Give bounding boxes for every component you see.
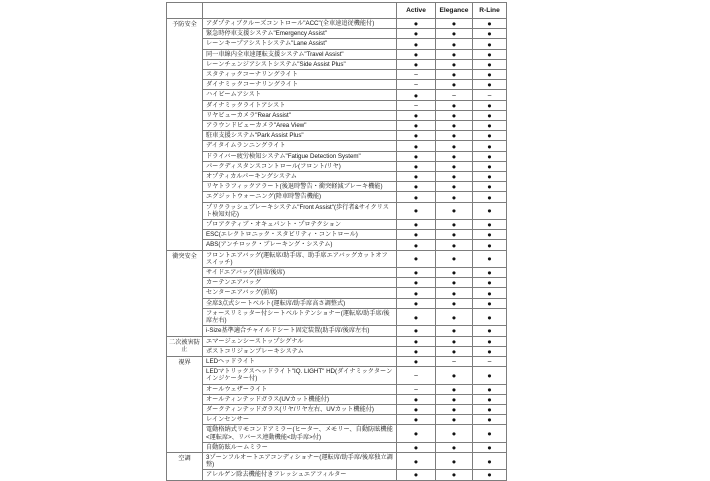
feature-name: エグジットウォーニング(降車時警告機能) xyxy=(203,192,397,202)
header-row xyxy=(167,3,507,19)
availability-cell: ● xyxy=(436,100,473,110)
feature-name: パークディスタンスコントロール(フロント/リヤ) xyxy=(203,161,397,171)
availability-cell: ● xyxy=(397,131,436,141)
availability-cell: ● xyxy=(436,59,473,69)
table-row xyxy=(167,336,507,346)
availability-cell: ● xyxy=(397,110,436,120)
feature-name: エマージェンシーストップシグナル xyxy=(203,336,397,346)
availability-cell: − xyxy=(397,70,436,80)
availability-cell: ● xyxy=(473,202,507,219)
availability-cell: ● xyxy=(473,288,507,298)
feature-name: オプティカルパーキングシステム xyxy=(203,172,397,182)
availability-cell: ● xyxy=(473,308,507,325)
category-header-cell xyxy=(167,3,203,19)
availability-cell: ● xyxy=(436,425,473,442)
availability-cell: ● xyxy=(397,336,436,346)
availability-cell: ● xyxy=(473,415,507,425)
availability-cell: − xyxy=(436,356,473,366)
availability-cell: ● xyxy=(436,220,473,230)
table-row xyxy=(167,356,507,366)
table-row xyxy=(167,182,507,192)
availability-cell: ● xyxy=(436,268,473,278)
table-row xyxy=(167,110,507,120)
availability-cell: ● xyxy=(436,151,473,161)
availability-cell: ● xyxy=(436,49,473,59)
spec-table-body xyxy=(167,19,507,481)
feature-name: アダプティブクルーズコントロール"ACC"(全車速追従機能付) xyxy=(203,19,397,29)
availability-cell: ● xyxy=(397,230,436,240)
availability-cell: − xyxy=(473,90,507,100)
availability-cell: ● xyxy=(473,452,507,469)
availability-cell: ● xyxy=(397,404,436,414)
feature-name: リヤトラフィックアラート(後退時警告・衝突軽減ブレーキ機能) xyxy=(203,182,397,192)
feature-name: デイタイムランニングライト xyxy=(203,141,397,151)
feature-name: 電動格納式リモコンドアミラー(ヒーター、メモリー、自動防眩機能<運転席>、リバース連動機能<助手席>付) xyxy=(203,425,397,442)
table-row xyxy=(167,298,507,308)
availability-cell: ● xyxy=(436,442,473,452)
availability-cell: ● xyxy=(397,172,436,182)
availability-cell: ● xyxy=(436,240,473,250)
availability-cell: ● xyxy=(473,425,507,442)
feature-name: ESC(エレクトロニック・スタビリティ・コントロール) xyxy=(203,230,397,240)
feature-name: フォースリミッター付シートベルトテンショナー(運転席/助手席/後席左右) xyxy=(203,308,397,325)
table-row xyxy=(167,404,507,414)
availability-cell: ● xyxy=(473,29,507,39)
availability-cell: ● xyxy=(397,278,436,288)
availability-cell: − xyxy=(397,384,436,394)
feature-name: ポストコリジョンブレーキシステム xyxy=(203,346,397,356)
table-row xyxy=(167,367,507,384)
feature-name: ダイナミックライトアシスト xyxy=(203,100,397,110)
category-cell: 衝突安全 xyxy=(167,250,203,336)
availability-cell: ● xyxy=(473,182,507,192)
availability-cell: ● xyxy=(436,141,473,151)
feature-name: カーテンエアバッグ xyxy=(203,278,397,288)
availability-cell: ● xyxy=(473,230,507,240)
category-cell: 二次被害防止 xyxy=(167,336,203,356)
availability-cell: ● xyxy=(397,202,436,219)
availability-cell: ● xyxy=(473,470,507,480)
availability-cell: ● xyxy=(436,298,473,308)
availability-cell: ● xyxy=(473,298,507,308)
availability-cell: ● xyxy=(397,356,436,366)
availability-cell: ● xyxy=(473,59,507,69)
availability-cell: ● xyxy=(473,141,507,151)
table-row xyxy=(167,161,507,171)
table-row xyxy=(167,384,507,394)
availability-cell: ● xyxy=(397,288,436,298)
availability-cell: ● xyxy=(397,442,436,452)
availability-cell: ● xyxy=(473,336,507,346)
availability-cell: ● xyxy=(397,49,436,59)
availability-cell: ● xyxy=(473,404,507,414)
availability-cell: ● xyxy=(436,367,473,384)
availability-cell: ● xyxy=(436,415,473,425)
availability-cell: ● xyxy=(473,19,507,29)
column-header-active: Active xyxy=(397,3,436,19)
availability-cell: ● xyxy=(436,121,473,131)
availability-cell: − xyxy=(397,367,436,384)
availability-cell: ● xyxy=(473,172,507,182)
table-row xyxy=(167,80,507,90)
table-row xyxy=(167,172,507,182)
column-header-elegance: Elegance xyxy=(436,3,473,19)
feature-name: LEDマトリックスヘッドライト"IQ. LIGHT" HD(ダイナミックターンインジケーター付) xyxy=(203,367,397,384)
feature-name: サイドエアバッグ(前席/後席) xyxy=(203,268,397,278)
availability-cell: − xyxy=(397,80,436,90)
availability-cell: ● xyxy=(397,151,436,161)
availability-cell: ● xyxy=(436,404,473,414)
feature-name: センターエアバッグ(前席) xyxy=(203,288,397,298)
availability-cell: ● xyxy=(436,278,473,288)
availability-cell: ● xyxy=(436,161,473,171)
availability-cell: ● xyxy=(473,151,507,161)
table-header xyxy=(167,3,507,19)
feature-name: 自動防眩ルームミラー xyxy=(203,442,397,452)
availability-cell: − xyxy=(397,100,436,110)
table-row xyxy=(167,288,507,298)
availability-cell: ● xyxy=(436,346,473,356)
table-row xyxy=(167,141,507,151)
availability-cell: ● xyxy=(436,172,473,182)
availability-cell: ● xyxy=(397,161,436,171)
column-header-r-line: R-Line xyxy=(473,3,507,19)
availability-cell: ● xyxy=(397,39,436,49)
category-cell: 空調 xyxy=(167,452,203,480)
availability-cell: ● xyxy=(473,110,507,120)
table-row xyxy=(167,131,507,141)
availability-cell: ● xyxy=(473,161,507,171)
availability-cell: ● xyxy=(473,80,507,90)
feature-name: ハイビームアシスト xyxy=(203,90,397,100)
availability-cell: ● xyxy=(473,100,507,110)
availability-cell: ● xyxy=(397,29,436,39)
feature-name: 同一車線内全車速運転支援システム"Travel Assist" xyxy=(203,49,397,59)
table-row xyxy=(167,151,507,161)
availability-cell: ● xyxy=(436,70,473,80)
availability-cell: ● xyxy=(473,278,507,288)
table-row xyxy=(167,70,507,80)
feature-name: アラウンドビューカメラ"Area View" xyxy=(203,121,397,131)
availability-cell: − xyxy=(473,356,507,366)
feature-name: オールウェザーライト xyxy=(203,384,397,394)
availability-cell: ● xyxy=(397,59,436,69)
table-row xyxy=(167,394,507,404)
table-row xyxy=(167,415,507,425)
table-row xyxy=(167,470,507,480)
availability-cell: ● xyxy=(436,202,473,219)
feature-name: レーンキープアシストシステム"Lane Assist" xyxy=(203,39,397,49)
table-row xyxy=(167,29,507,39)
availability-cell: ● xyxy=(436,131,473,141)
availability-cell: ● xyxy=(397,90,436,100)
availability-cell: ● xyxy=(473,367,507,384)
availability-cell: ● xyxy=(473,326,507,336)
table-row xyxy=(167,308,507,325)
feature-name: アレルゲン除去機能付きフレッシュエアフィルター xyxy=(203,470,397,480)
table-row xyxy=(167,59,507,69)
availability-cell: ● xyxy=(473,220,507,230)
availability-cell: ● xyxy=(397,240,436,250)
feature-name: ABS(アンチロック・ブレーキング・システム) xyxy=(203,240,397,250)
table-row xyxy=(167,452,507,469)
availability-cell: ● xyxy=(436,110,473,120)
availability-cell: ● xyxy=(436,394,473,404)
availability-cell: ● xyxy=(473,121,507,131)
feature-name: プリクラッシュブレーキシステム"Front Assist"(歩行者&サイクリスト検知対応) xyxy=(203,202,397,219)
availability-cell: ● xyxy=(473,268,507,278)
feature-name: オールティンテッドガラス(UVカット機能付) xyxy=(203,394,397,404)
table-row xyxy=(167,90,507,100)
availability-cell: ● xyxy=(397,121,436,131)
availability-cell: ● xyxy=(436,192,473,202)
availability-cell: ● xyxy=(436,384,473,394)
availability-cell: ● xyxy=(473,346,507,356)
availability-cell: ● xyxy=(473,131,507,141)
feature-name: ダイナミックコーナリングライト xyxy=(203,80,397,90)
availability-cell: ● xyxy=(436,250,473,267)
availability-cell: ● xyxy=(436,336,473,346)
table-row xyxy=(167,278,507,288)
availability-cell: ● xyxy=(436,182,473,192)
table-row xyxy=(167,346,507,356)
availability-cell: ● xyxy=(436,230,473,240)
availability-cell: ● xyxy=(473,49,507,59)
table-row xyxy=(167,19,507,29)
category-cell: 予防安全 xyxy=(167,19,203,251)
availability-cell: ● xyxy=(473,39,507,49)
availability-cell: ● xyxy=(397,470,436,480)
availability-cell: ● xyxy=(397,308,436,325)
availability-cell: ● xyxy=(397,394,436,404)
category-cell: 視界 xyxy=(167,356,203,452)
availability-cell: ● xyxy=(397,141,436,151)
table-row xyxy=(167,39,507,49)
availability-cell: ● xyxy=(436,288,473,298)
availability-cell: ● xyxy=(436,452,473,469)
availability-cell: ● xyxy=(473,250,507,267)
availability-cell: ● xyxy=(436,29,473,39)
availability-cell: ● xyxy=(473,394,507,404)
feature-name: i-Size基準適合チャイルドシート固定装置(助手席/後席左右) xyxy=(203,326,397,336)
availability-cell: ● xyxy=(436,19,473,29)
availability-cell: ● xyxy=(436,80,473,90)
equipment-comparison-table xyxy=(166,2,507,481)
availability-cell: ● xyxy=(473,384,507,394)
table-row xyxy=(167,121,507,131)
feature-name: 駐車支援システム"Park Assist Plus" xyxy=(203,131,397,141)
availability-cell: ● xyxy=(436,470,473,480)
feature-name: スタティックコーナリングライト xyxy=(203,70,397,80)
availability-cell: ● xyxy=(397,298,436,308)
table-row xyxy=(167,326,507,336)
availability-cell: ● xyxy=(397,192,436,202)
feature-name: 3ゾーンフルオートエアコンディショナー(運転席/助手席/後席独立調整) xyxy=(203,452,397,469)
feature-name: プロアクティブ・オキュパント・プロテクション xyxy=(203,220,397,230)
feature-name: 緊急時停車支援システム"Emergency Assist" xyxy=(203,29,397,39)
table-row xyxy=(167,230,507,240)
availability-cell: ● xyxy=(397,268,436,278)
feature-name: ダークティンテッドガラス(リヤ/リヤ左右、UVカット機能付) xyxy=(203,404,397,414)
availability-cell: ● xyxy=(397,346,436,356)
availability-cell: ● xyxy=(397,452,436,469)
availability-cell: ● xyxy=(397,250,436,267)
availability-cell: ● xyxy=(473,70,507,80)
table-row xyxy=(167,268,507,278)
availability-cell: ● xyxy=(397,220,436,230)
table-row xyxy=(167,49,507,59)
feature-name: ドライバー疲労検知システム"Fatigue Detection System" xyxy=(203,151,397,161)
feature-header-cell xyxy=(203,3,397,19)
availability-cell: ● xyxy=(473,442,507,452)
availability-cell: ● xyxy=(473,240,507,250)
table-row xyxy=(167,100,507,110)
table-row xyxy=(167,220,507,230)
feature-name: レインセンサー xyxy=(203,415,397,425)
table-row xyxy=(167,425,507,442)
table-row xyxy=(167,250,507,267)
availability-cell: ● xyxy=(397,326,436,336)
feature-name: LEDヘッドライト xyxy=(203,356,397,366)
availability-cell: ● xyxy=(397,415,436,425)
availability-cell: ● xyxy=(436,39,473,49)
table-row xyxy=(167,240,507,250)
availability-cell: ● xyxy=(436,308,473,325)
availability-cell: ● xyxy=(436,326,473,336)
availability-cell: ● xyxy=(397,19,436,29)
availability-cell: ● xyxy=(397,425,436,442)
feature-name: フロントエアバッグ(運転席/助手席、助手席エアバッグカットオフスイッチ) xyxy=(203,250,397,267)
table-row xyxy=(167,192,507,202)
table-row xyxy=(167,442,507,452)
feature-name: リヤビューカメラ"Rear Assist" xyxy=(203,110,397,120)
feature-name: 全席3点式シートベルト(運転席/助手席高さ調整式) xyxy=(203,298,397,308)
table-row xyxy=(167,202,507,219)
feature-name: レーンチェンジアシストシステム"Side Assist Plus" xyxy=(203,59,397,69)
availability-cell: − xyxy=(436,90,473,100)
availability-cell: ● xyxy=(397,182,436,192)
availability-cell: ● xyxy=(473,192,507,202)
